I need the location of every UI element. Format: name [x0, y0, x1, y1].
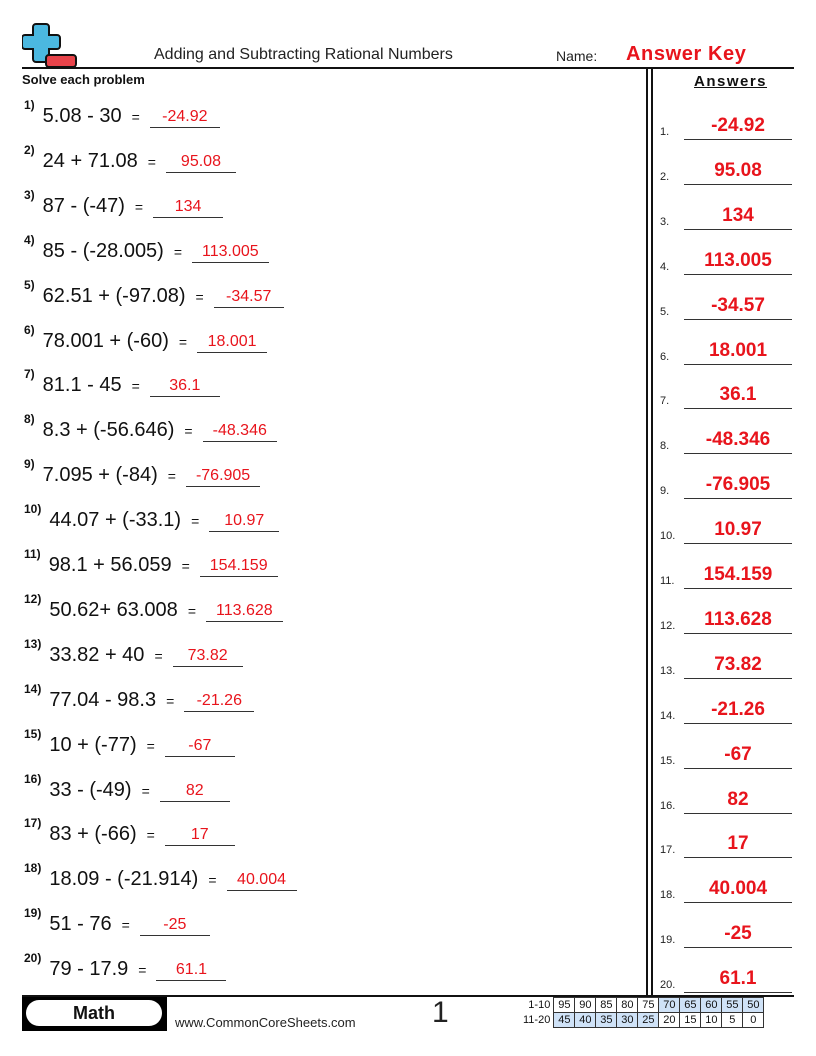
- problem-row: [24, 549, 278, 577]
- page-number: 1: [432, 996, 449, 1029]
- score-range-label: 11-20: [523, 1014, 551, 1026]
- answer-key-line: [684, 319, 792, 320]
- answer-key-row: [660, 202, 792, 230]
- score-cell: 55: [722, 998, 743, 1013]
- answer-key-number: 6.: [660, 350, 670, 363]
- answer-key-number: 2.: [660, 170, 670, 183]
- problem-expression: 33.82 + 40: [49, 643, 145, 666]
- problem-row: [24, 681, 254, 712]
- answer-key-number: 18.: [660, 889, 676, 902]
- problem-number: 7): [24, 367, 35, 382]
- answer-key-line: [684, 633, 792, 634]
- answer-key-value: 73.82: [714, 653, 762, 675]
- answer-blank[interactable]: -34.57: [214, 287, 284, 308]
- problem-number: 14): [24, 681, 42, 696]
- score-range-label: 1-10: [528, 999, 551, 1011]
- score-cell: 40: [575, 1013, 596, 1028]
- answer-key-row: [660, 516, 792, 544]
- problem-number: 12): [24, 591, 42, 606]
- answer-blank[interactable]: 61.1: [156, 960, 226, 981]
- answer-key-number: 13.: [660, 664, 676, 677]
- answer-key-value: -34.57: [711, 294, 765, 316]
- answer-key-value: 36.1: [719, 384, 757, 406]
- problem-row: [24, 187, 223, 218]
- equals-sign: =: [178, 333, 188, 350]
- equals-sign: =: [134, 198, 144, 215]
- answer-key-line: [684, 588, 792, 589]
- answer-key-value: 113.005: [704, 249, 772, 271]
- answer-key-row: [660, 696, 792, 724]
- answer-key-value: 95.08: [714, 159, 762, 181]
- answer-key-number: 1.: [660, 126, 670, 138]
- problem-row: [24, 232, 269, 263]
- answer-key-row: [660, 561, 792, 589]
- answer-key-number: 11.: [660, 575, 675, 587]
- answer-key-value: -24.92: [711, 115, 765, 136]
- answer-key-line: [684, 229, 792, 230]
- answer-key-value: 17: [727, 833, 749, 855]
- problem-row: [24, 863, 297, 891]
- problem-expression: 10 + (-77): [49, 733, 137, 756]
- equals-sign: =: [147, 153, 156, 170]
- answer-key-line: [684, 274, 792, 275]
- answer-key-number: 9.: [660, 485, 670, 498]
- answer-key-line: [684, 453, 792, 454]
- equals-sign: =: [138, 962, 147, 979]
- name-label: Name:: [556, 48, 598, 64]
- answer-key-row: [660, 337, 792, 365]
- equals-sign: =: [146, 737, 155, 754]
- equals-sign: =: [166, 692, 175, 709]
- answer-key-row: [660, 381, 792, 409]
- answer-blank[interactable]: 40.004: [227, 870, 297, 891]
- problem-expression: 18.09 - (-21.914): [49, 868, 199, 891]
- problem-row: [24, 369, 220, 397]
- score-row: [520, 998, 764, 1013]
- answer-blank[interactable]: 73.82: [173, 646, 243, 667]
- answer-key-value: -67: [724, 743, 752, 765]
- answer-key-line: [684, 498, 792, 499]
- problem-row: [24, 504, 279, 532]
- answer-key-row: [660, 965, 792, 993]
- answer-key-row: [660, 651, 792, 679]
- score-cell: 95: [554, 998, 575, 1013]
- answer-key-row: [660, 157, 792, 185]
- answer-key-value: -25: [724, 923, 752, 945]
- site-url: www.CommonCoreSheets.com: [175, 1015, 356, 1030]
- problem-row: [24, 771, 230, 802]
- answers-heading: Answers: [694, 73, 768, 90]
- answer-blank[interactable]: 18.001: [197, 332, 267, 353]
- problem-row: [24, 100, 220, 128]
- score-cell: 20: [659, 1013, 680, 1028]
- answer-key-line: [684, 768, 792, 769]
- problem-row: [24, 908, 210, 936]
- answer-key-row: [660, 471, 792, 499]
- answer-blank[interactable]: -25: [140, 915, 210, 936]
- problem-number: 8): [24, 412, 35, 427]
- score-table: [520, 997, 764, 1028]
- problem-number: 4): [24, 232, 35, 247]
- score-cell: 30: [617, 1013, 638, 1028]
- answer-key-value: 113.628: [704, 608, 772, 630]
- problem-number: 17): [24, 816, 42, 831]
- problem-expression: 98.1 + 56.059: [48, 554, 172, 576]
- answer-key-number: 20.: [660, 979, 676, 992]
- answer-key-number: 14.: [660, 709, 676, 722]
- answer-blank[interactable]: 154.159: [200, 556, 278, 577]
- answer-blank[interactable]: -67: [165, 736, 235, 757]
- answer-key-value: -48.346: [705, 429, 771, 451]
- score-cell: 50: [743, 998, 764, 1013]
- subject-label: Math: [26, 1000, 162, 1026]
- problem-number: 3): [24, 187, 35, 202]
- problem-row: [24, 818, 235, 846]
- problem-number: 13): [24, 636, 42, 651]
- answer-key-value: 82: [727, 788, 749, 810]
- answer-key-line: [684, 857, 792, 858]
- problem-expression: 5.08 - 30: [42, 105, 122, 127]
- problem-number: 6): [24, 322, 35, 337]
- answer-key-number: 10.: [660, 530, 676, 543]
- answer-blank[interactable]: 10.97: [209, 511, 279, 532]
- problem-expression: 51 - 76: [49, 913, 112, 936]
- answer-key-line: [684, 902, 792, 903]
- answer-key-number: 12.: [660, 619, 676, 632]
- answer-key-row: [660, 292, 792, 320]
- answer-column-divider: [646, 69, 653, 995]
- answer-blank[interactable]: -76.905: [186, 466, 260, 487]
- score-cell: 0: [743, 1013, 764, 1028]
- answer-key-line: [684, 992, 792, 993]
- problem-number: 11): [24, 547, 41, 561]
- answer-key-number: 8.: [660, 440, 670, 453]
- answer-key-line: [684, 813, 792, 814]
- answer-key-line: [684, 184, 792, 185]
- answer-key-line: [684, 408, 792, 409]
- equals-sign: =: [146, 827, 155, 844]
- answer-key-row: [660, 920, 792, 948]
- problem-number: 18): [24, 861, 42, 876]
- answer-key-value: -21.26: [711, 698, 765, 720]
- problem-expression: 33 - (-49): [49, 778, 132, 801]
- answer-blank[interactable]: 113.005: [192, 242, 269, 263]
- equals-sign: =: [184, 423, 193, 440]
- equals-sign: =: [181, 558, 190, 574]
- score-cell: 60: [701, 998, 722, 1013]
- score-cell: 15: [680, 1013, 701, 1028]
- problem-expression: 83 + (-66): [49, 823, 137, 846]
- name-value: Answer Key: [626, 43, 747, 65]
- problem-number: 19): [24, 906, 42, 921]
- problem-row: [24, 953, 226, 981]
- problem-expression: 24 + 71.08: [42, 149, 138, 172]
- answer-blank[interactable]: 17: [165, 825, 235, 846]
- answer-key-line: [684, 139, 792, 140]
- problem-row: [24, 636, 243, 667]
- answer-key-number: 16.: [660, 799, 676, 812]
- answer-key-value: -76.905: [705, 474, 771, 496]
- problem-expression: 7.095 + (-84): [42, 464, 158, 487]
- score-row: [520, 1013, 764, 1028]
- score-cell: 45: [554, 1013, 575, 1028]
- answer-key-value: 10.97: [714, 519, 762, 541]
- score-cell: 80: [617, 998, 638, 1013]
- problem-number: 2): [24, 142, 35, 157]
- score-cell: 10: [701, 1013, 722, 1028]
- score-cell: 25: [638, 1013, 659, 1028]
- answer-key-number: 19.: [660, 934, 676, 947]
- score-cell: 65: [680, 998, 701, 1013]
- problem-expression: 50.62+ 63.008: [49, 598, 178, 621]
- equals-sign: =: [121, 917, 130, 934]
- score-cell: 70: [659, 998, 680, 1013]
- problem-expression: 8.3 + (-56.646): [42, 419, 175, 442]
- problem-expression: 77.04 - 98.3: [49, 688, 157, 711]
- equals-sign: =: [131, 378, 140, 395]
- problem-number: 10): [24, 502, 42, 517]
- answer-key-row: [660, 875, 792, 903]
- problem-row: [24, 142, 236, 173]
- problem-expression: 87 - (-47): [42, 194, 125, 217]
- answer-key-value: 40.004: [708, 878, 768, 900]
- equals-sign: =: [195, 288, 204, 305]
- problem-row: [24, 726, 235, 757]
- answer-key-line: [684, 543, 792, 544]
- answer-blank[interactable]: 113.628: [206, 601, 283, 622]
- answer-key-number: 5.: [660, 305, 670, 318]
- score-cell: 75: [638, 998, 659, 1013]
- answer-key-value: 18.001: [708, 339, 768, 361]
- problem-number: 1): [24, 98, 35, 112]
- answer-key-number: 4.: [660, 260, 670, 273]
- answer-key-line: [684, 364, 792, 365]
- answer-key-line: [684, 947, 792, 948]
- worksheet-title: Adding and Subtracting Rational Numbers: [154, 46, 453, 63]
- answer-key-value: 61.1: [719, 968, 757, 990]
- problem-expression: 79 - 17.9: [49, 958, 129, 981]
- header-divider: [22, 67, 794, 69]
- answer-key-number: 15.: [660, 754, 676, 767]
- equals-sign: =: [173, 243, 183, 260]
- equals-sign: =: [131, 109, 140, 125]
- answer-key-number: 7.: [660, 395, 670, 408]
- answer-key-row: [660, 786, 792, 814]
- problem-number: 16): [24, 771, 42, 786]
- answer-blank[interactable]: 82: [160, 781, 230, 802]
- subject-badge: [22, 997, 167, 1031]
- problem-number: 20): [24, 951, 42, 966]
- equals-sign: =: [141, 782, 150, 799]
- answer-key-value: 154.159: [703, 564, 773, 585]
- score-cell: 35: [596, 1013, 617, 1028]
- answer-key-number: 17.: [660, 844, 676, 857]
- answer-key-row: [660, 606, 792, 634]
- problem-row: [24, 591, 283, 622]
- equals-sign: =: [191, 513, 200, 530]
- answer-key-number: 3.: [660, 215, 670, 228]
- answer-blank[interactable]: 95.08: [166, 152, 236, 173]
- answer-blank[interactable]: 36.1: [150, 376, 220, 397]
- problem-expression: 44.07 + (-33.1): [49, 509, 182, 532]
- plus-minus-logo-icon: [22, 22, 78, 68]
- score-cell: 85: [596, 998, 617, 1013]
- answer-blank[interactable]: 134: [153, 197, 223, 218]
- answer-key-row: [660, 741, 792, 769]
- answer-key-line: [684, 678, 792, 679]
- problem-row: [24, 277, 284, 308]
- problem-expression: 85 - (-28.005): [42, 239, 164, 262]
- answer-blank[interactable]: -21.26: [184, 691, 254, 712]
- answer-key-row: [660, 426, 792, 454]
- problem-number: 5): [24, 277, 35, 292]
- equals-sign: =: [167, 468, 176, 485]
- answer-key-row: [660, 112, 792, 140]
- equals-sign: =: [187, 602, 196, 619]
- equals-sign: =: [208, 872, 217, 889]
- problem-row: [24, 459, 260, 487]
- answer-key-line: [684, 723, 792, 724]
- answer-key-row: [660, 247, 792, 275]
- problem-expression: 62.51 + (-97.08): [42, 284, 186, 307]
- problem-number: 15): [24, 726, 42, 741]
- instructions: Solve each problem: [22, 72, 145, 87]
- problem-expression: 81.1 - 45: [42, 374, 122, 397]
- score-cell: 90: [575, 998, 596, 1013]
- problem-row: [24, 322, 267, 353]
- score-cell: 5: [722, 1013, 743, 1028]
- answer-blank[interactable]: -48.346: [203, 421, 277, 442]
- answer-key-value: 134: [722, 204, 754, 226]
- answer-blank[interactable]: -24.92: [150, 107, 220, 128]
- equals-sign: =: [154, 647, 163, 664]
- problem-number: 9): [24, 457, 35, 472]
- problem-row: [24, 414, 277, 442]
- answer-key-row: [660, 830, 792, 858]
- problem-expression: 78.001 + (-60): [42, 329, 169, 352]
